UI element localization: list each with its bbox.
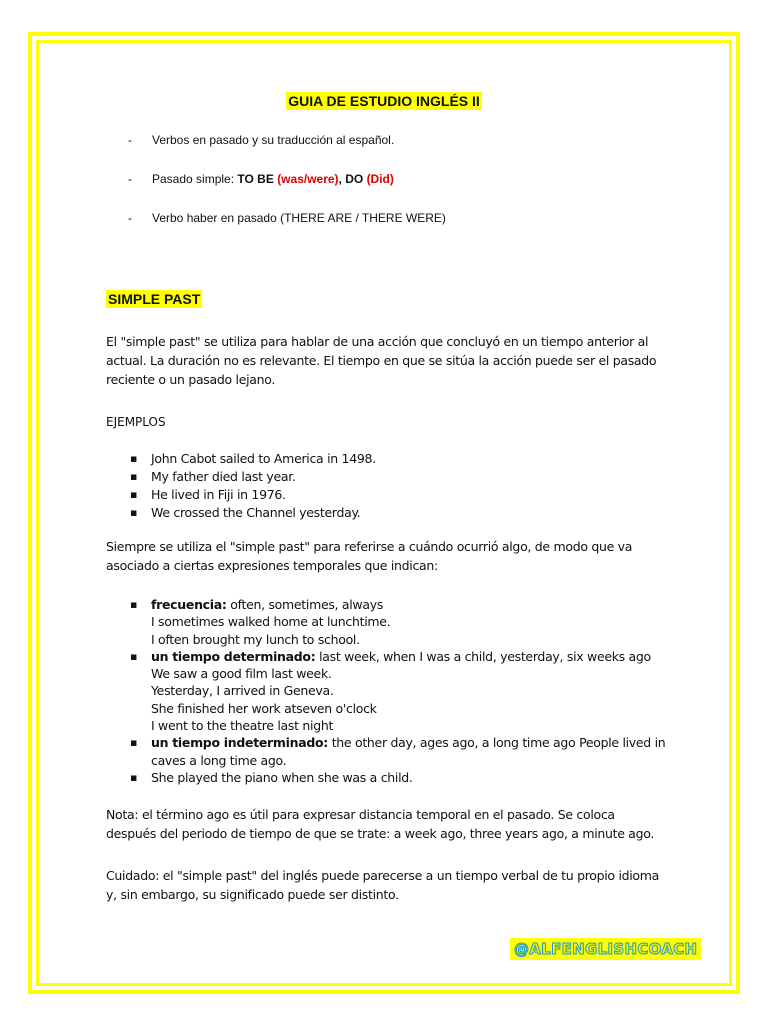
expression-detail: She played the piano when she was a child.: [151, 769, 413, 785]
intro-paragraph: El "simple past" se utiliza para hablar de una acción que concluyó en un tiempo anterior al actual. La duración no es relevante. El tiempo en que se sitúa la acción puede ser el pasado reciente o un pasado lejano.: [106, 334, 657, 387]
example-line: I sometimes walked home at lunchtime.: [151, 614, 391, 630]
topic-text: Verbos en pasado y su traducción al español.: [152, 133, 395, 147]
document-title-text: GUIA DE ESTUDIO INGLÉS II: [288, 93, 480, 109]
section-title-text: SIMPLE PAST: [108, 291, 201, 307]
social-handle-badge: @ALFENGLISHCOACH: [510, 938, 701, 960]
dash-marker: -: [128, 211, 132, 225]
list-item: ▪ John Cabot sailed to America in 1498.: [130, 450, 376, 468]
dash-marker: -: [128, 133, 132, 147]
expression-label: un tiempo determinado:: [151, 648, 316, 664]
expression-detail: last week, when I was a child, yesterday, six weeks ago: [315, 648, 651, 664]
caution-paragraph: Cuidado: el "simple past" del inglés puede parecerse a un tiempo verbal de tu propio idioma y, sin embargo, su significado puede ser distinto.: [106, 868, 660, 902]
list-item: ▪ My father died last year.: [130, 468, 376, 486]
topic-item-2: [128, 172, 394, 186]
expression-label: un tiempo indeterminado:: [151, 735, 329, 751]
note-paragraph: Nota: el término ago es útil para expresar distancia temporal en el pasado. Se coloca después del periodo de tiempo de que se trate: a week ago, three years ago, a minute ago.: [106, 807, 655, 841]
always-paragraph: Siempre se utiliza el "simple past" para referirse a cuándo ocurrió algo, de modo que va asociado a ciertas expresiones temporales que indican:: [106, 539, 633, 573]
examples-heading: EJEMPLOS: [106, 415, 166, 429]
examples-list: [130, 450, 376, 522]
document-title: [0, 93, 768, 109]
dash-marker: -: [128, 172, 132, 186]
section-title: [106, 291, 202, 307]
to-be-label: TO BE: [237, 172, 274, 186]
example-line: Yesterday, I arrived in Geneva.: [151, 683, 334, 699]
list-item: [130, 769, 670, 786]
do-label: , DO: [338, 172, 364, 186]
list-item: [130, 648, 670, 734]
topic-text: Pasado simple:: [152, 172, 238, 186]
topic-item-1: [128, 133, 394, 147]
expressions-list: [130, 596, 670, 786]
example-line: I went to the theatre last night: [151, 718, 334, 734]
expression-detail: the other day, ages ago, a long time ago People lived in caves a long time ago.: [151, 735, 666, 768]
list-item: [130, 734, 670, 769]
list-item: [130, 596, 670, 648]
expression-label: frecuencia:: [151, 597, 227, 612]
expression-detail: often, sometimes, always: [226, 597, 384, 612]
was-were-label: (was/were): [277, 172, 339, 186]
topic-item-3: [128, 211, 446, 225]
example-line: We saw a good film last week.: [151, 666, 332, 682]
did-label: (Did): [366, 172, 394, 186]
topic-text: Verbo haber en pasado (THERE ARE / THERE WERE): [152, 211, 446, 225]
list-item: ▪ We crossed the Channel yesterday.: [130, 504, 376, 522]
list-item: ▪ He lived in Fiji in 1976.: [130, 486, 376, 504]
example-line: I often brought my lunch to school.: [151, 631, 360, 647]
example-line: She finished her work atseven o'clock: [151, 700, 377, 716]
